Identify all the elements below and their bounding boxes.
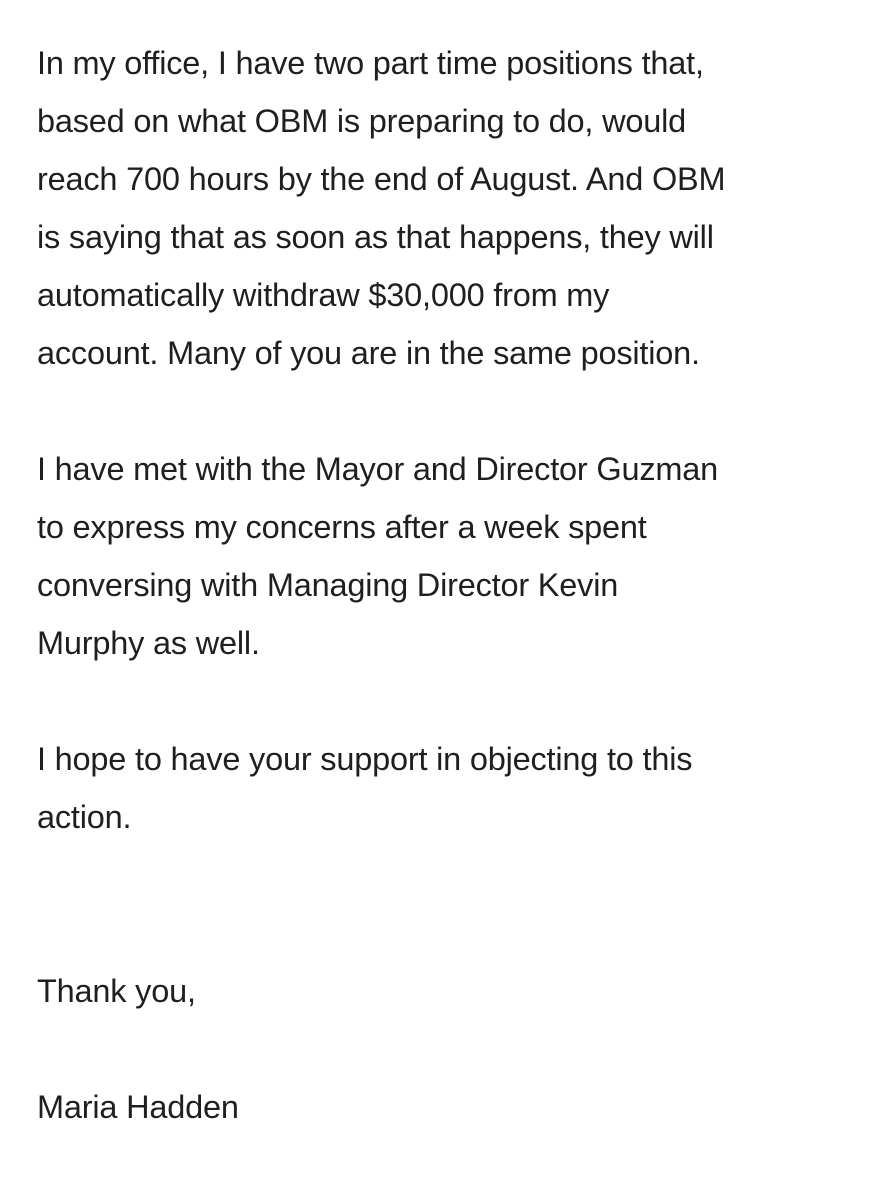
letter-body [37,34,867,1136]
text-line: I hope to have your support in objecting to this [37,741,693,777]
paragraph-spacer [37,382,867,440]
paragraph-spacer [37,672,867,730]
text-line: automatically withdraw $30,000 from my [37,277,610,313]
text-line: Murphy as well. [37,625,260,661]
paragraph-1 [37,34,867,382]
text-line: action. [37,799,132,835]
text-line: conversing with Managing Director Kevin [37,567,619,603]
text-line: is saying that as soon as that happens, they will [37,219,714,255]
paragraph-spacer [37,1020,867,1078]
text-line: to express my concerns after a week spent [37,509,647,545]
paragraph-2 [37,440,867,672]
signature-name: Maria Hadden [37,1089,239,1125]
text-line: In my office, I have two part time positions that, [37,45,704,81]
closing-text: Thank you, [37,973,196,1009]
paragraph-3 [37,730,867,846]
text-line: account. Many of you are in the same position. [37,335,700,371]
text-line: reach 700 hours by the end of August. And OBM [37,161,726,197]
text-line: based on what OBM is preparing to do, would [37,103,687,139]
paragraph-spacer [37,846,867,962]
text-line: I have met with the Mayor and Director Guzman [37,451,719,487]
